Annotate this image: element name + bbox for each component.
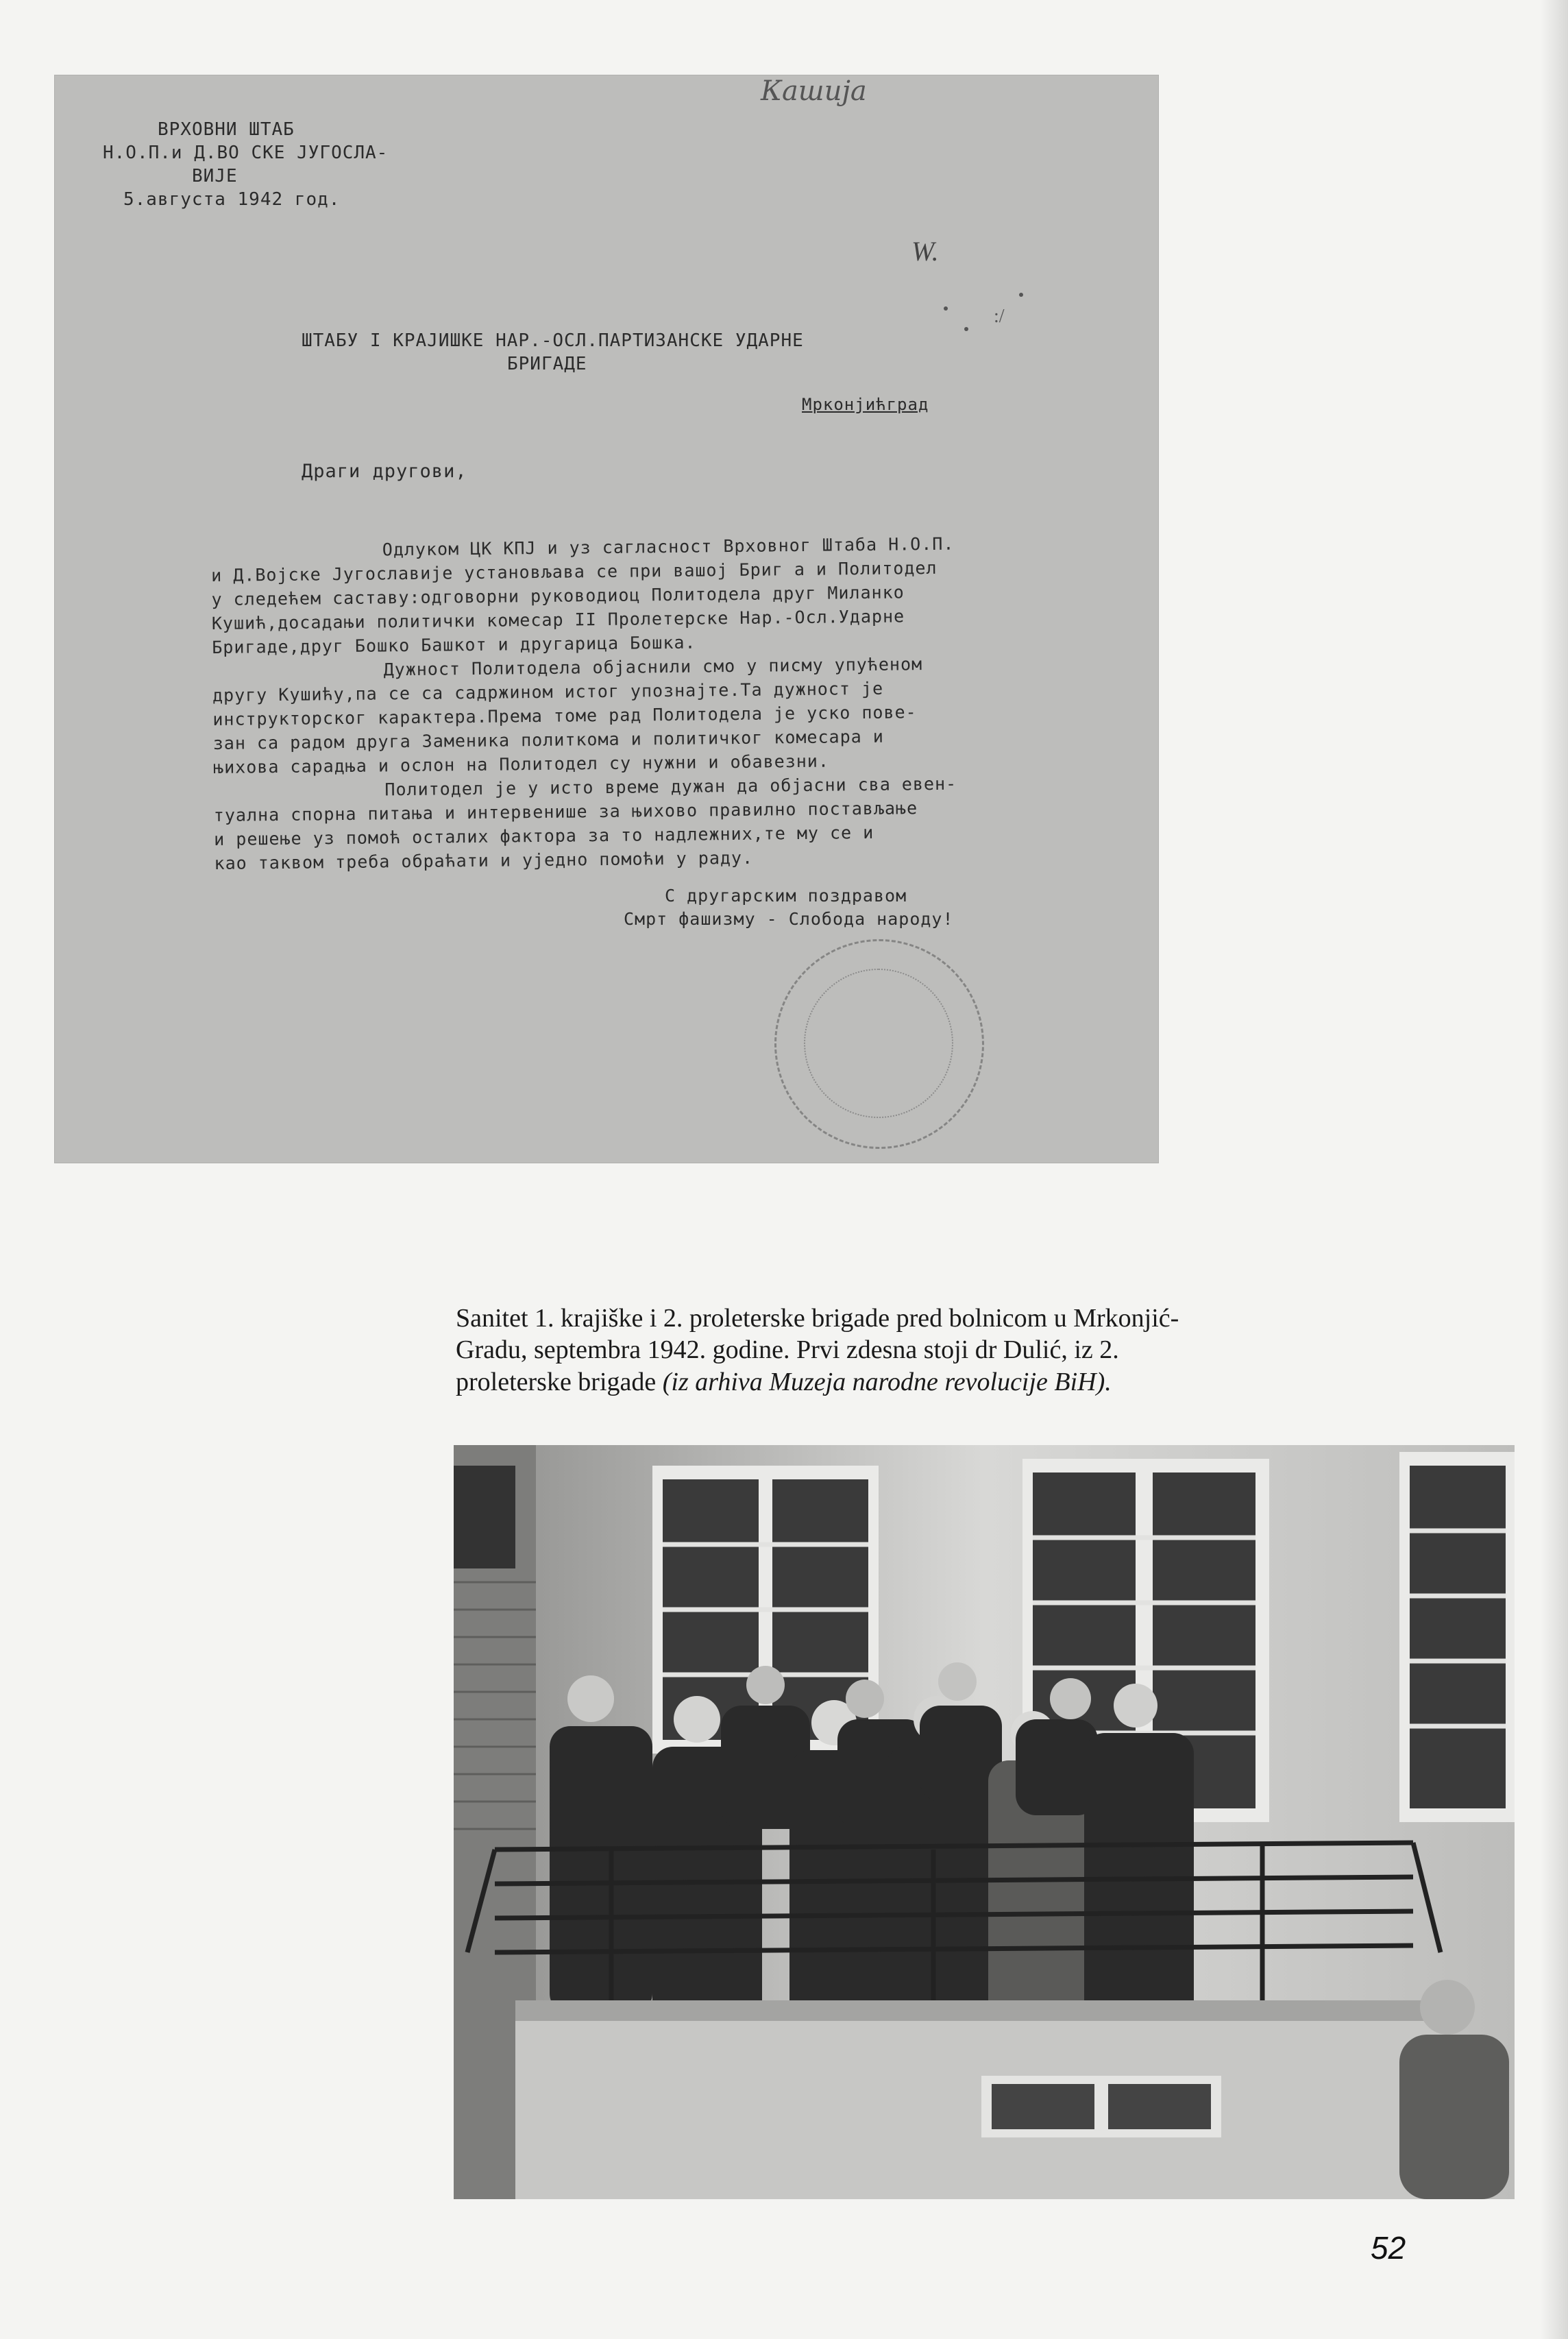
svg-text:W.: W. <box>911 236 939 267</box>
caption-source: (iz arhiva Muzeja narodne revolucije BiH). <box>662 1367 1112 1396</box>
page-number: 52 <box>1371 2230 1406 2266</box>
letter-body-line: Бригаде,друг Бошко Башкот и другарица Бошка. <box>212 632 696 657</box>
letter-body-line: Дужност Политодела објаснили смо у писму упућеном <box>383 654 923 680</box>
letter-header-line-2: Н.О.П.и Д.ВО СКЕ ЈУГОСЛА- <box>103 143 389 163</box>
letter-body-line: другу Кушићу,па се са садржином истог упознајте.Та дужност је <box>212 678 884 705</box>
letter-body-line: у следећем саставу:одговорни руководиоц Политодела друг Миланко <box>211 582 905 609</box>
group-photo <box>454 1445 1515 2199</box>
letter-date: 5.августа 1942 год. <box>123 189 341 210</box>
group-photo-illustration <box>454 1445 1515 2199</box>
letter-body-line: њихова сарадња и ослон на Политодел су нужни и обавезни. <box>212 751 830 777</box>
letter-body-line: Одлуком ЦК КПЈ и уз сагласност Врховног Штаба Н.О.П. <box>382 533 955 560</box>
letter-body-line: као таквом треба обраћати и уједно помоћи у раду. <box>214 847 754 873</box>
letter-addressee-line-1: ШТАБУ I КРАЈИШКЕ НАР.-ОСЛ.ПАРТИЗАНСКЕ УДАРНЕ <box>302 330 804 351</box>
round-stamp <box>774 939 984 1149</box>
letter-salutation: Драги другови, <box>302 461 467 482</box>
letter-body-line: Кушић,досадањи политички комесар II Пролетерске Нар.-Осл.Ударне <box>211 606 905 633</box>
handwritten-note: Кашија <box>761 75 867 107</box>
letter-body-line: зан са радом друга Заменика политкома и политичког комесара и <box>212 726 884 753</box>
letter-header-line-1: ВРХОВНИ ШТАБ <box>158 119 295 140</box>
letter-document <box>55 75 1158 1163</box>
caption-main: Sanitet 1. krajiške i 2. proleterske brigade pred bolnicom u Mrkonjić-Gradu, septembra 1942. godine. Prvi zdesna stoji dr Dulić, iz 2. proleterske brigade <box>456 1304 1179 1396</box>
letter-body-line: инструкторског карактера.Према томе рад Политодела је уско пове- <box>212 702 917 729</box>
letter-body-line: и Д.Војске Југославије установљава се при вашој Бриг а и Политодел <box>211 557 938 585</box>
letter-body-line: и решење уз помоћ осталих фактора за то надлежних,те му се и <box>214 822 874 849</box>
letter-addressee-line-2: БРИГАДЕ <box>507 354 587 374</box>
svg-text::/: :/ <box>994 306 1005 327</box>
photo-caption <box>456 1302 1199 1398</box>
letter-header-line-3: ВИЈЕ <box>192 166 238 186</box>
letter-body-line: туална спорна питања и интервенише за њихово правилно постављање <box>213 798 918 825</box>
letter-closing-line-1: С другарским поздравом <box>665 886 907 906</box>
letter-body <box>55 75 1158 1163</box>
window <box>1399 1452 1515 1822</box>
page-edge-shadow <box>1541 0 1568 2339</box>
letter-body-line: Политодел је у исто време дужан да објасни сва евен- <box>384 773 957 800</box>
letter-closing-line-2: Смрт фашизму - Слобода народу! <box>624 909 954 929</box>
letter-place: Мрконјићград <box>802 395 929 414</box>
